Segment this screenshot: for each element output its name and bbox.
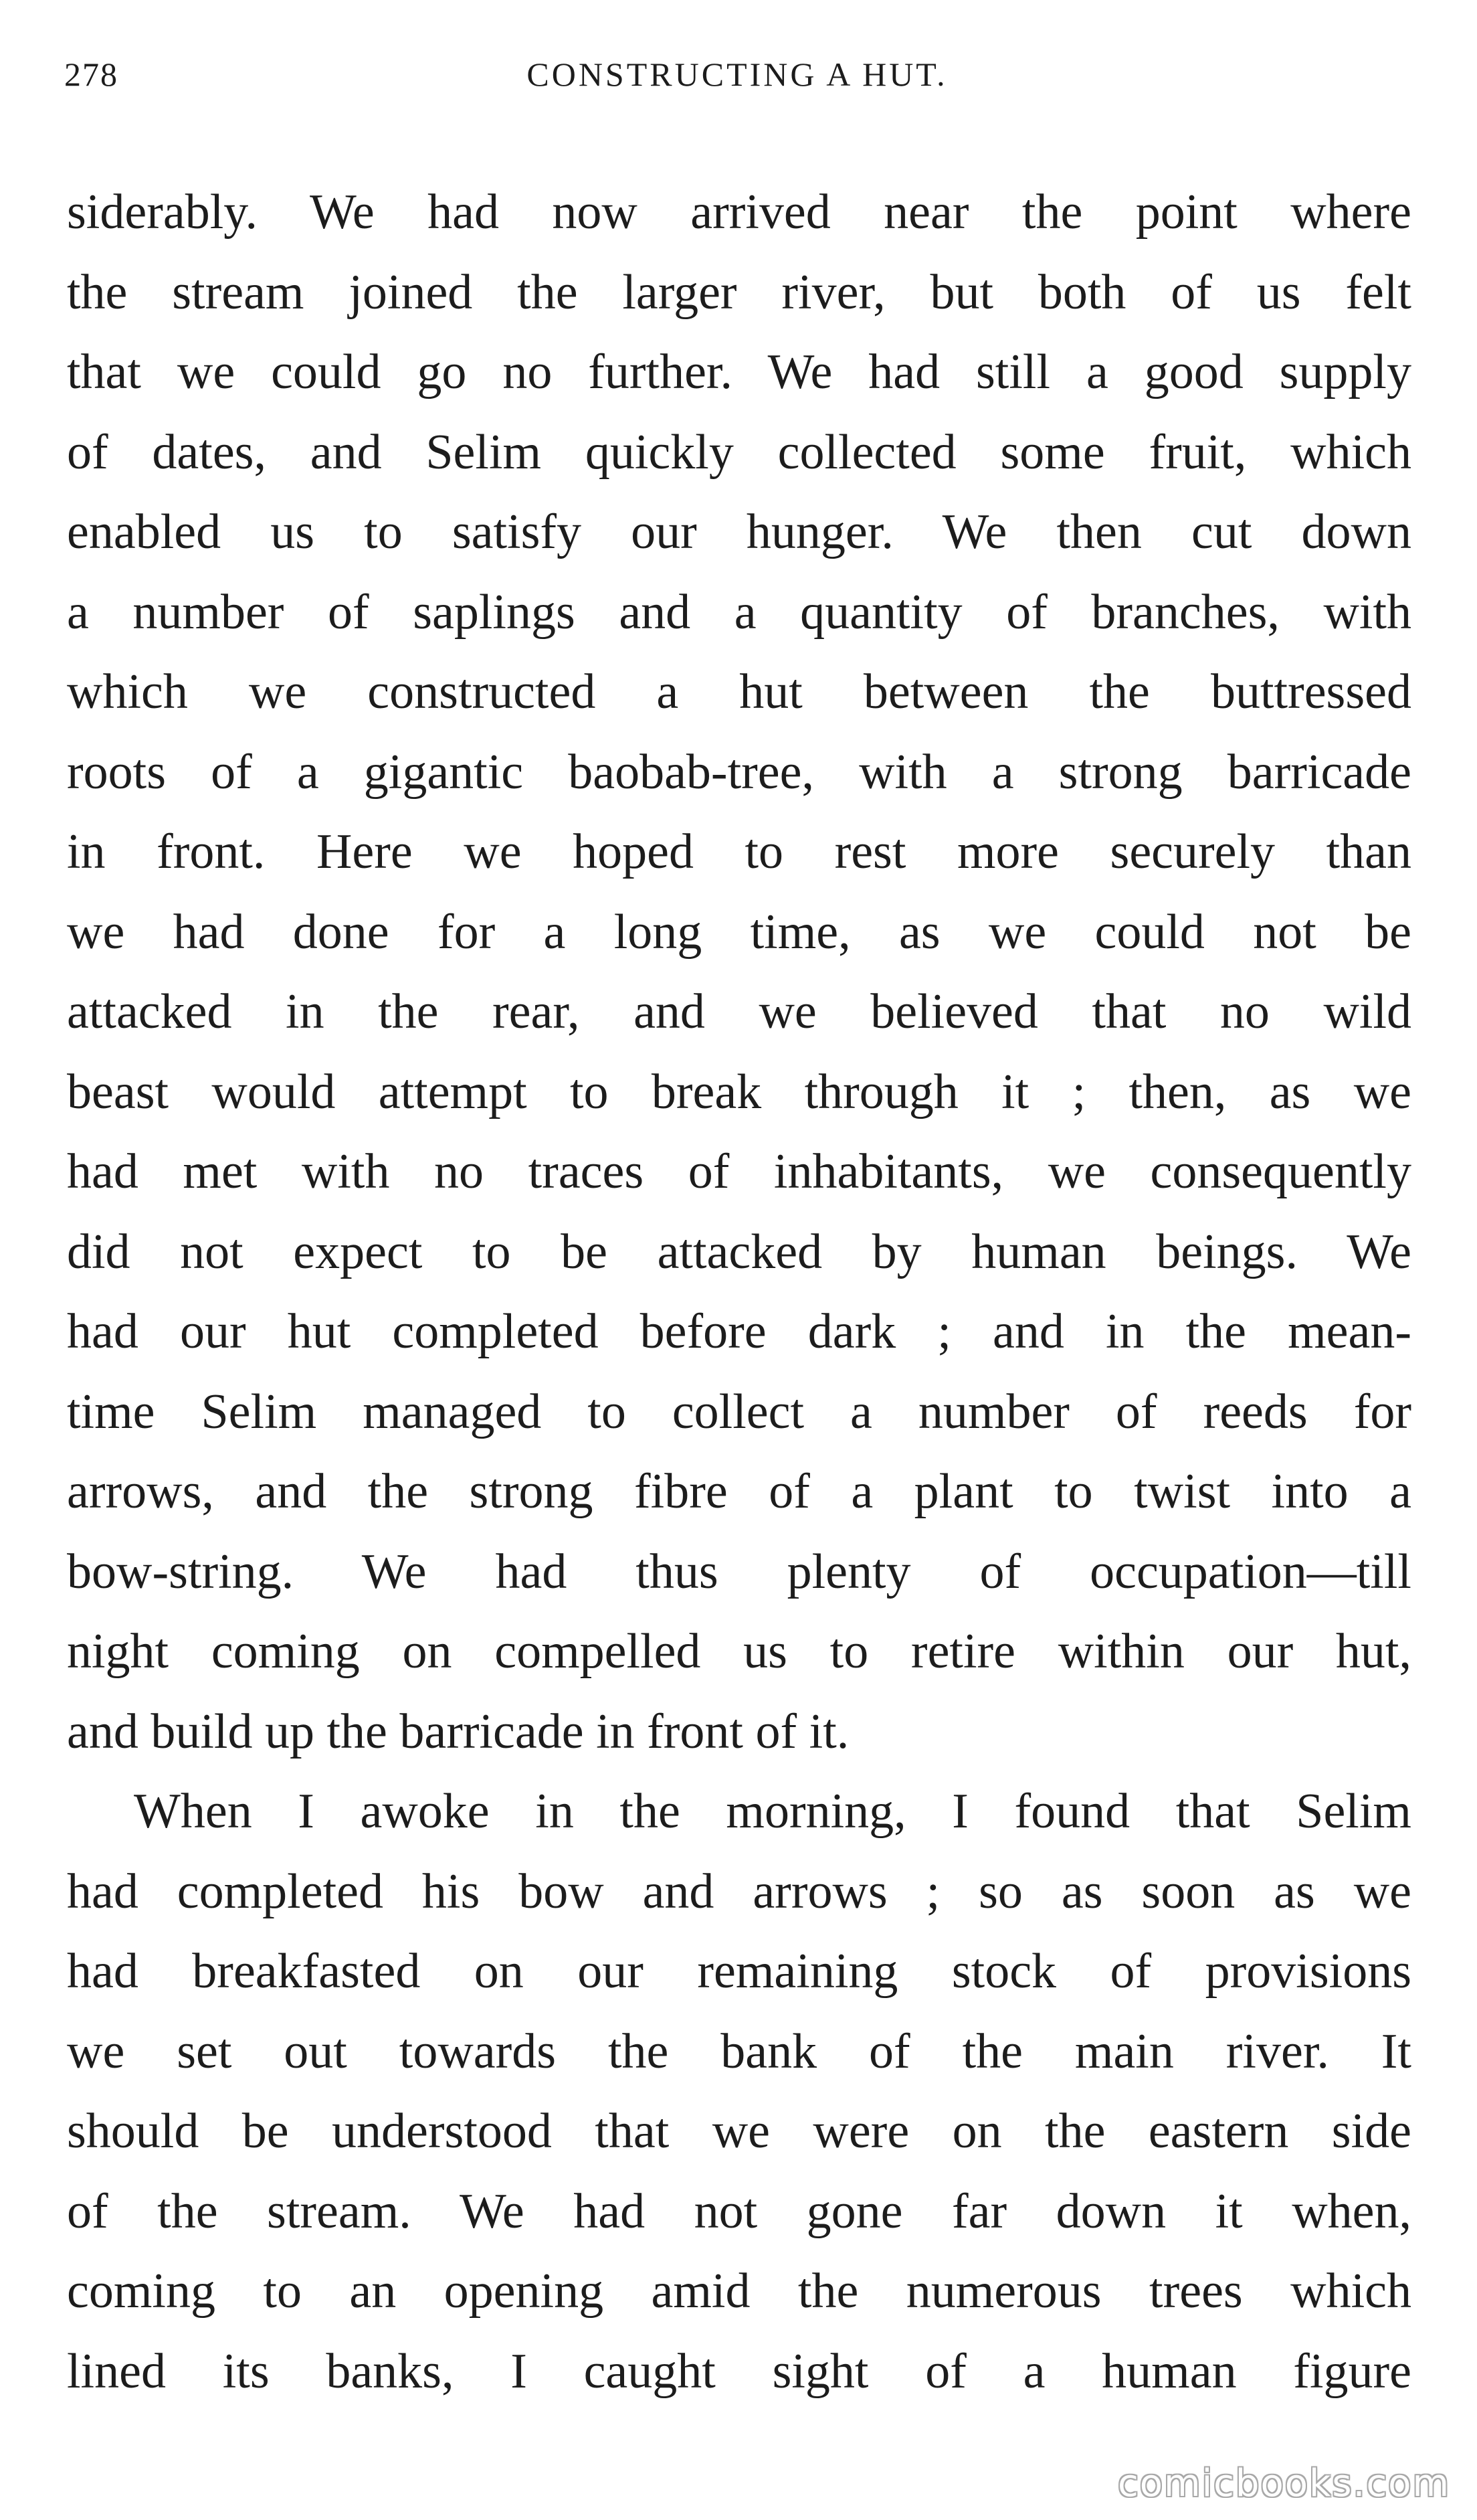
text-line: should be understood that we were on the eastern side xyxy=(67,2104,1411,2159)
text-line: the stream joined the larger river, but both of us felt xyxy=(67,264,1411,320)
text-line: we had done for a long time, as we could not be xyxy=(67,904,1411,960)
text-line: had breakfasted on our remaining stock of provisions xyxy=(67,1944,1411,1999)
text-line: had met with no traces of inhabitants, we consequently xyxy=(67,1144,1411,1199)
running-head: CONSTRUCTING A HUT. xyxy=(526,56,948,93)
text-line-paragraph-start: When I awoke in the morning, I found that Selim xyxy=(134,1784,1411,1839)
text-line: lined its banks, I caught sight of a human figure xyxy=(67,2343,1411,2399)
text-line: we set out towards the bank of the main river. It xyxy=(67,2023,1411,2079)
text-line-paragraph-end: and build up the barricade in front of it. xyxy=(67,1704,850,1759)
text-line: a number of saplings and a quantity of branches, with xyxy=(67,584,1411,640)
text-line: roots of a gigantic baobab-tree, with a strong barricade xyxy=(67,744,1411,800)
text-line: arrows, and the strong fibre of a plant to twist into a xyxy=(67,1464,1411,1519)
text-line: had completed his bow and arrows ; so as soon as we xyxy=(67,1864,1411,1919)
text-line: which we constructed a hut between the buttressed xyxy=(67,664,1411,719)
body-text xyxy=(67,173,1411,2412)
text-line: enabled us to satisfy our hunger. We then cut down xyxy=(67,505,1411,559)
page-number: 278 xyxy=(64,56,118,93)
text-line: time Selim managed to collect a number of reeds for xyxy=(67,1384,1411,1439)
text-line: did not expect to be attacked by human beings. We xyxy=(67,1224,1411,1279)
text-line: had our hut completed before dark ; and in the mean- xyxy=(67,1304,1411,1359)
page-header xyxy=(64,55,1410,115)
text-line: in front. Here we hoped to rest more securely than xyxy=(67,824,1411,879)
site-watermark: comicbooks.com xyxy=(1117,2462,1450,2505)
text-line: of dates, and Selim quickly collected some fruit, which xyxy=(67,424,1411,480)
text-line: beast would attempt to break through it ; then, as we xyxy=(67,1064,1411,1119)
text-line: bow-string. We had thus plenty of occupation—till xyxy=(67,1544,1411,1599)
text-line: night coming on compelled us to retire within our hut, xyxy=(67,1624,1411,1679)
text-line: that we could go no further. We had still a good supply xyxy=(67,345,1411,399)
text-line: of the stream. We had not gone far down it when, xyxy=(67,2183,1411,2239)
text-line: coming to an opening amid the numerous trees which xyxy=(67,2264,1411,2319)
text-line: attacked in the rear, and we believed that no wild xyxy=(67,984,1411,1039)
text-line: siderably. We had now arrived near the point where xyxy=(67,185,1411,240)
